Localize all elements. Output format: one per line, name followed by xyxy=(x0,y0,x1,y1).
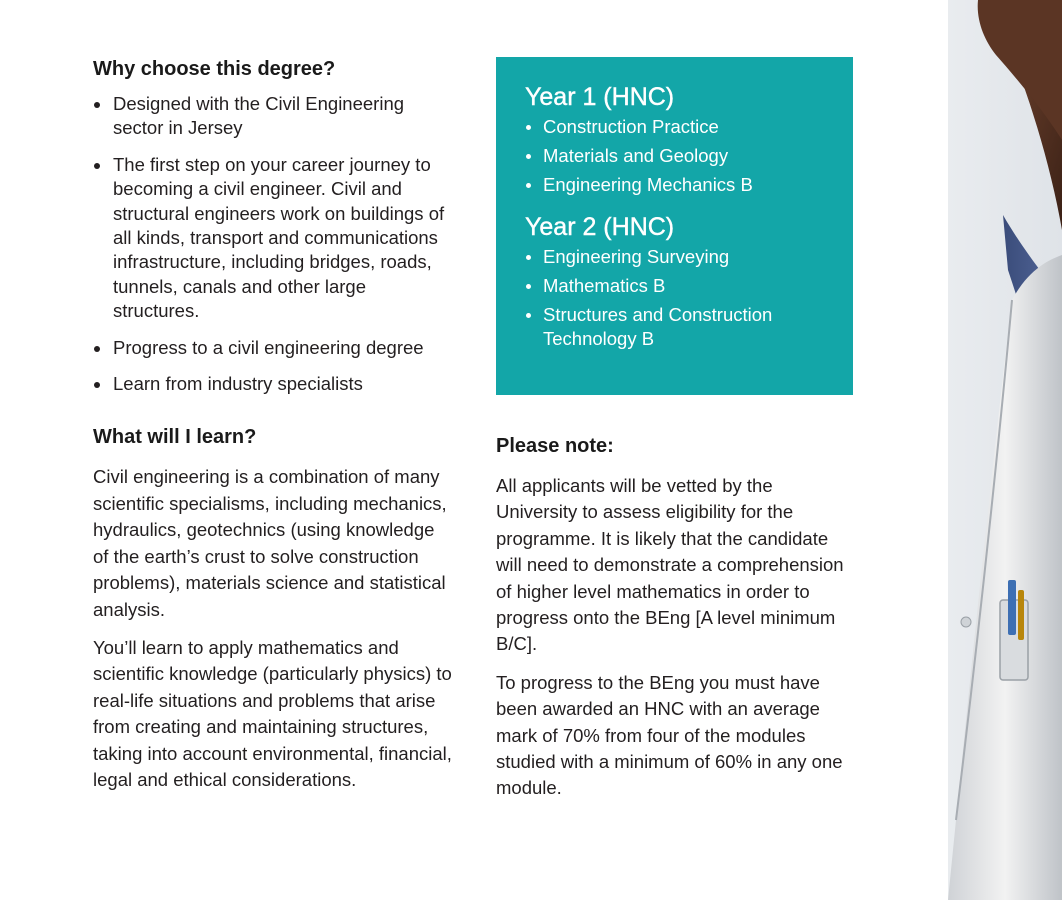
why-bullet-item: Learn from industry specialists xyxy=(93,372,453,396)
bullet-dot-icon xyxy=(526,313,531,318)
learn-paragraph: Civil engineering is a combination of many scientific specialisms, including mechanics, hydraulics, geotechnics (using knowledge of the earth’s crust to solve construction problems), materials science and statistical analysis. xyxy=(93,466,447,620)
bullet-dot-icon xyxy=(526,183,531,188)
learn-body xyxy=(93,464,453,793)
why-bullet-item: The first step on your career journey to becoming a civil engineer. Civil and structural engineers work on buildings of all kinds, transport and communications infrastructure, including bridges, roads, tunnels, canals and other large structures. xyxy=(93,153,453,324)
bullet-dot-icon xyxy=(94,346,100,352)
bullet-dot-icon xyxy=(526,154,531,159)
module-item: Structures and Construction Technology B xyxy=(525,303,833,351)
note-paragraph: All applicants will be vetted by the University to assess eligibility for the programme. It is likely that the candidate will need to demonstrate a comprehension of higher level mathematics in order to progress onto the BEng [A level minimum B/C]. xyxy=(496,475,844,655)
why-bullet-item: Designed with the Civil Engineering sector in Jersey xyxy=(93,92,453,141)
learn-heading: What will I learn? xyxy=(93,426,257,449)
year1-title: Year 1 (HNC) xyxy=(525,83,675,111)
bullet-dot-icon xyxy=(526,125,531,130)
year1-module-list xyxy=(525,115,833,197)
student-photo-illustration xyxy=(948,0,1062,900)
left-column xyxy=(93,56,453,805)
bullet-dot-icon xyxy=(94,163,100,169)
module-item: Construction Practice xyxy=(525,115,833,139)
module-item: Mathematics B xyxy=(525,274,833,298)
bullet-dot-icon xyxy=(526,284,531,289)
note-body xyxy=(496,473,856,802)
module-item: Engineering Surveying xyxy=(525,245,833,269)
learn-paragraph: You’ll learn to apply mathematics and scientific knowledge (particularly physics) to real-life situations and problems that arise from creating and maintaining structures, taking into account environmental, financial, legal and ethical considerations. xyxy=(93,636,452,790)
note-paragraph: To progress to the BEng you must have been awarded an HNC with an average mark of 70% from four of the modules studied with a minimum of 60% in any one module. xyxy=(496,671,843,799)
why-bullet-list xyxy=(93,92,453,396)
why-heading: Why choose this degree? xyxy=(93,58,336,80)
modules-box xyxy=(496,57,853,395)
year2-title: Year 2 (HNC) xyxy=(525,213,675,241)
bullet-dot-icon xyxy=(526,255,531,260)
module-item: Engineering Mechanics B xyxy=(525,173,833,197)
note-column xyxy=(496,433,856,814)
why-bullet-item: Progress to a civil engineering degree xyxy=(93,336,453,360)
bullet-dot-icon xyxy=(94,382,100,388)
note-heading: Please note: xyxy=(496,435,614,457)
bullet-dot-icon xyxy=(94,102,100,108)
module-item: Materials and Geology xyxy=(525,144,833,168)
student-photo xyxy=(948,0,1062,900)
year2-module-list xyxy=(525,245,833,351)
